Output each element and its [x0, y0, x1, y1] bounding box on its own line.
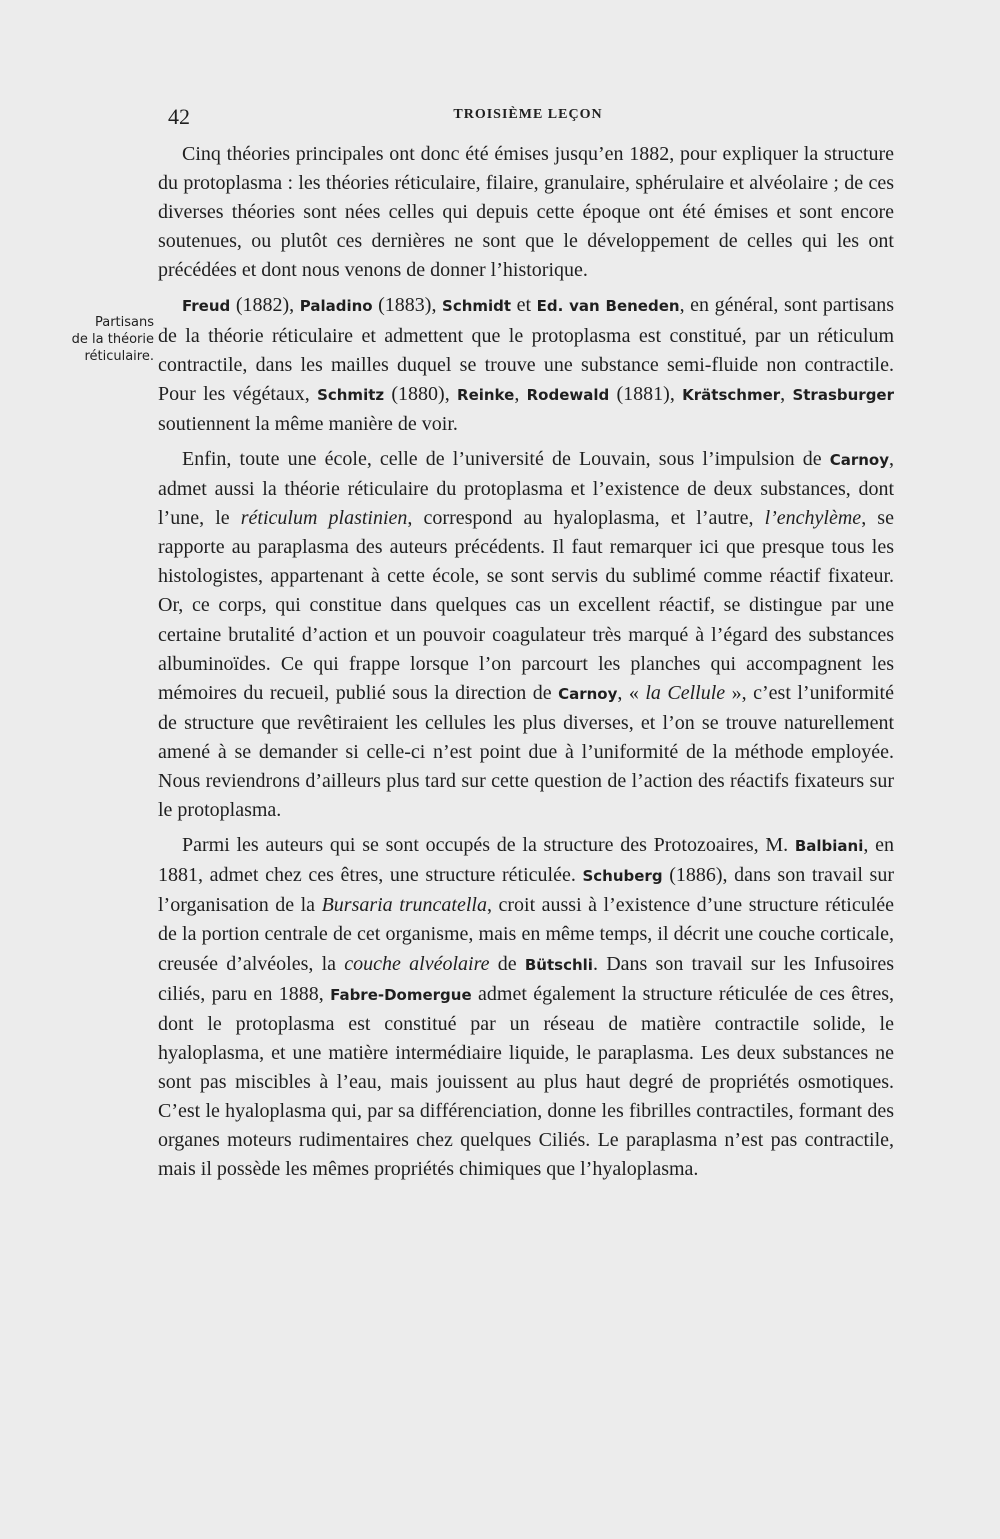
margin-note-line: Partisans	[94, 315, 154, 330]
text-run: , croit aussi à l’existence d’une structure réticulée de la portion centrale de cet organisme, mais en même temps, il décrit une couche corticale, creusée d’alvéoles, la	[158, 894, 895, 975]
italic-term: la Cellule	[645, 681, 726, 704]
text-run: , en 1881, admet chez ces êtres, une structure réticulée.	[158, 834, 894, 887]
text-run: et	[511, 294, 537, 317]
text-run: », c’est l’uniformité de structure que revêtiraient les cellules les plus diverses, et l’on se trouve naturellement amené à se demander si celle-ci n’est point due à l’uniformité de la méthode employée. Nous reviendrons d’ailleurs plus tard sur cette question de l’action des réactifs fixateurs sur le protoplasma.	[158, 681, 894, 822]
text-run: (1882),	[230, 294, 300, 317]
author-name: Rodewald	[526, 385, 610, 404]
paragraph-4	[158, 831, 894, 1184]
author-name: Schmidt	[442, 297, 512, 316]
text-run: Parmi les auteurs qui se sont occupés de la structure des Protozoaires, M.	[182, 834, 795, 857]
author-name: Krätschmer	[682, 385, 781, 404]
author-name: Fabre-Domergue	[330, 985, 472, 1004]
text-run: , correspond au hyaloplasma, et l’autre,	[407, 507, 765, 530]
text-run: , «	[617, 681, 646, 704]
author-name: Freud	[182, 297, 231, 316]
author-name: Bütschli	[524, 955, 593, 974]
paragraph-2	[158, 291, 894, 438]
text-run: ,	[514, 382, 527, 405]
italic-term: Bursaria truncatella	[321, 894, 487, 917]
italic-term: l’enchylème	[764, 507, 862, 530]
margin-note-line: réticulaire.	[84, 349, 154, 364]
text-run: (1880),	[384, 382, 458, 405]
text-run: ,	[780, 382, 793, 405]
text-run: (1886), dans son travail sur l’organisation de la	[158, 864, 894, 917]
italic-term: réticulum plastinien	[240, 507, 408, 530]
author-name: Reinke	[457, 385, 515, 404]
body-text	[158, 140, 894, 1190]
author-name: Ed. van Beneden	[536, 297, 680, 316]
author-name: Carnoy	[829, 450, 889, 469]
chapter-title: TROISIÈME LEÇON	[453, 107, 603, 122]
text-run: de	[489, 952, 525, 975]
author-name: Carnoy	[558, 684, 618, 703]
text-run: admet également la structure réticulée de ces êtres, dont le protoplasma est constitué par un réseau de matière contractile solide, le hyaloplasma, et une matière intermédiaire liquide, le paraplasma. Les deux substances ne sont pas miscibles à l’eau, mais jouissent au plus haut degré de propriétés osmotiques. C’est le hyaloplasma qui, par sa différenciation, donne les fibrilles contractiles, formant des organes moteurs rudimentaires chez quelques Ciliés. Le paraplasma n’est pas contractile, mais il possède les mêmes propriétés chimiques que l’hyaloplasma.	[158, 982, 894, 1181]
author-name: Strasburger	[792, 385, 894, 404]
text-run: , se rapporte au paraplasma des auteurs précédents. Il faut remarquer ici que presque tous les histologistes, appartenant à cette école, se sont servis du sublimé comme réactif fixateur. Or, ce corps, qui constitue dans quelques cas un excellent réactif, se distingue par une certaine brutalité d’action et un pouvoir coagulateur très marqué à l’égard des substances albuminoïdes. Ce qui frappe lorsque l’on parcourt les planches qui accompagnent les mémoires du recueil, publié sous la direction de	[158, 507, 894, 704]
text-run: Enfin, toute une école, celle de l’université de Louvain, sous l’impulsion de	[182, 447, 830, 470]
text-run: (1883),	[372, 294, 443, 317]
margin-note	[58, 314, 154, 365]
margin-note-line: de la théorie	[71, 332, 154, 347]
text-run: (1881),	[609, 382, 683, 405]
paragraph-3	[158, 445, 894, 825]
author-name: Schuberg	[582, 867, 663, 886]
paragraph-1: Cinq théories principales ont donc été émises jusqu’en 1882, pour expliquer la structure du protoplasma : les théories réticulaire, filaire, granulaire, sphérulaire et alvéolaire ; de ces diverses théories sont nées celles qui depuis cette époque ont été émises et sont encore soutenues, ou plutôt ces dernières ne sont que le développement de celles qui les ont précédées et dont nous venons de donner l’historique.	[158, 143, 894, 282]
text-run: , en général, sont partisans de la théorie réticulaire et admettent que le protoplasma est constitué, par un réticulum contractile, dans les mailles duquel se trouve une substance semi-fluide non contractile. Pour les végétaux,	[158, 294, 894, 405]
italic-term: couche alvéolaire	[344, 952, 490, 975]
text-run: soutiennent la même manière de voir.	[158, 412, 458, 435]
author-name: Paladino	[299, 297, 373, 316]
author-name: Schmitz	[317, 385, 385, 404]
page-number: 42	[168, 104, 190, 129]
author-name: Balbiani	[794, 837, 864, 856]
running-head	[168, 104, 888, 130]
text-run: , admet aussi la théorie réticulaire du protoplasma et l’existence de deux substances, dont l’une, le	[158, 447, 894, 530]
text-run: . Dans son travail sur les Infusoires ciliés, paru en 1888,	[158, 952, 894, 1005]
